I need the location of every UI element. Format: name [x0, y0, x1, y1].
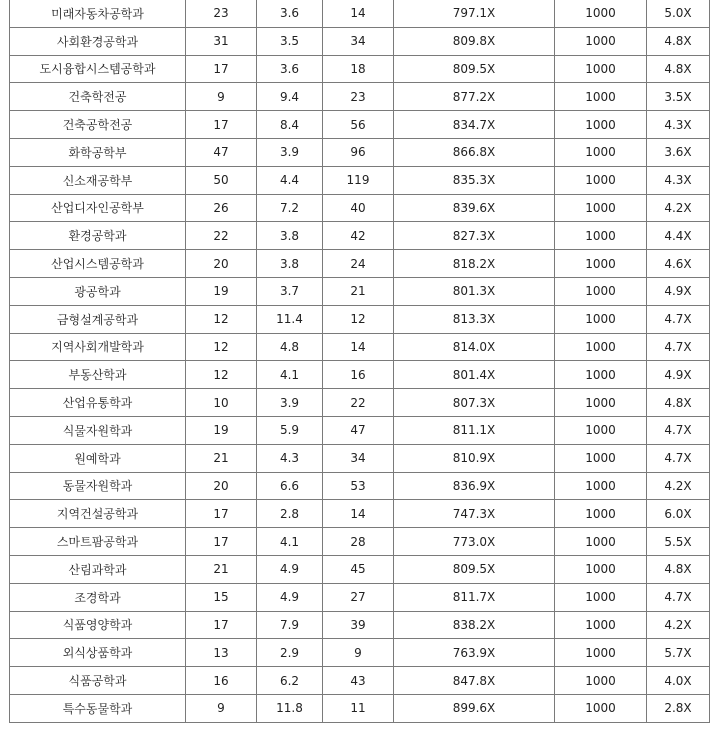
cell-col3: 3.7	[257, 277, 323, 305]
cell-col2: 17	[186, 500, 257, 528]
cell-col4: 28	[323, 528, 394, 556]
department-cell: 식품공학과	[10, 667, 186, 695]
cell-col2: 21	[186, 555, 257, 583]
table-row	[10, 694, 710, 722]
cell-col5: 839.6X	[394, 194, 555, 222]
table-row	[10, 555, 710, 583]
cell-col2: 12	[186, 361, 257, 389]
department-cell: 화학공학부	[10, 138, 186, 166]
cell-col6: 1000	[555, 611, 647, 639]
cell-col3: 11.8	[257, 694, 323, 722]
cell-col7: 4.9X	[647, 277, 710, 305]
cell-col4: 53	[323, 472, 394, 500]
department-cell: 산업디자인공학부	[10, 194, 186, 222]
table-row	[10, 305, 710, 333]
cell-col5: 835.3X	[394, 166, 555, 194]
table-row	[10, 444, 710, 472]
cell-col6: 1000	[555, 166, 647, 194]
cell-col5: 810.9X	[394, 444, 555, 472]
cell-col2: 16	[186, 667, 257, 695]
cell-col3: 7.9	[257, 611, 323, 639]
cell-col2: 17	[186, 611, 257, 639]
cell-col3: 2.9	[257, 639, 323, 667]
table-row	[10, 111, 710, 139]
department-cell: 원예학과	[10, 444, 186, 472]
table-row	[10, 472, 710, 500]
cell-col3: 7.2	[257, 194, 323, 222]
cell-col6: 1000	[555, 333, 647, 361]
cell-col3: 4.9	[257, 583, 323, 611]
department-cell: 산업시스템공학과	[10, 250, 186, 278]
admissions-table	[9, 0, 710, 723]
table-row	[10, 138, 710, 166]
cell-col4: 45	[323, 555, 394, 583]
department-cell: 도시융합시스템공학과	[10, 55, 186, 83]
cell-col4: 34	[323, 27, 394, 55]
table-row	[10, 333, 710, 361]
cell-col5: 847.8X	[394, 667, 555, 695]
cell-col6: 1000	[555, 528, 647, 556]
cell-col4: 11	[323, 694, 394, 722]
cell-col3: 4.1	[257, 528, 323, 556]
cell-col5: 747.3X	[394, 500, 555, 528]
cell-col4: 39	[323, 611, 394, 639]
cell-col3: 3.5	[257, 27, 323, 55]
department-cell: 환경공학과	[10, 222, 186, 250]
cell-col7: 4.7X	[647, 333, 710, 361]
cell-col4: 96	[323, 138, 394, 166]
cell-col2: 20	[186, 472, 257, 500]
cell-col3: 5.9	[257, 416, 323, 444]
cell-col5: 801.4X	[394, 361, 555, 389]
table-row	[10, 361, 710, 389]
cell-col4: 22	[323, 389, 394, 417]
department-cell: 동물자원학과	[10, 472, 186, 500]
cell-col7: 4.8X	[647, 27, 710, 55]
cell-col7: 4.8X	[647, 389, 710, 417]
cell-col2: 26	[186, 194, 257, 222]
department-cell: 신소재공학부	[10, 166, 186, 194]
cell-col4: 9	[323, 639, 394, 667]
department-cell: 건축공학전공	[10, 111, 186, 139]
cell-col4: 56	[323, 111, 394, 139]
cell-col7: 4.7X	[647, 305, 710, 333]
cell-col6: 1000	[555, 0, 647, 27]
cell-col6: 1000	[555, 277, 647, 305]
department-cell: 부동산학과	[10, 361, 186, 389]
cell-col2: 17	[186, 111, 257, 139]
cell-col6: 1000	[555, 639, 647, 667]
cell-col7: 4.0X	[647, 667, 710, 695]
department-cell: 산림과학과	[10, 555, 186, 583]
cell-col5: 899.6X	[394, 694, 555, 722]
cell-col5: 814.0X	[394, 333, 555, 361]
cell-col6: 1000	[555, 500, 647, 528]
cell-col7: 3.5X	[647, 83, 710, 111]
cell-col5: 807.3X	[394, 389, 555, 417]
cell-col5: 809.8X	[394, 27, 555, 55]
cell-col2: 31	[186, 27, 257, 55]
cell-col6: 1000	[555, 583, 647, 611]
cell-col2: 19	[186, 277, 257, 305]
cell-col3: 3.6	[257, 0, 323, 27]
table-row	[10, 583, 710, 611]
cell-col3: 3.8	[257, 250, 323, 278]
table-row	[10, 639, 710, 667]
department-cell: 지역건설공학과	[10, 500, 186, 528]
cell-col4: 14	[323, 0, 394, 27]
cell-col7: 5.7X	[647, 639, 710, 667]
cell-col2: 23	[186, 0, 257, 27]
cell-col5: 773.0X	[394, 528, 555, 556]
table-row	[10, 500, 710, 528]
cell-col7: 4.2X	[647, 611, 710, 639]
cell-col6: 1000	[555, 111, 647, 139]
cell-col5: 811.1X	[394, 416, 555, 444]
cell-col7: 4.8X	[647, 55, 710, 83]
cell-col5: 813.3X	[394, 305, 555, 333]
cell-col3: 4.4	[257, 166, 323, 194]
department-cell: 건축학전공	[10, 83, 186, 111]
cell-col2: 9	[186, 83, 257, 111]
cell-col7: 5.0X	[647, 0, 710, 27]
department-cell: 금형설계공학과	[10, 305, 186, 333]
cell-col4: 14	[323, 333, 394, 361]
cell-col7: 6.0X	[647, 500, 710, 528]
table-row	[10, 166, 710, 194]
cell-col2: 21	[186, 444, 257, 472]
cell-col5: 809.5X	[394, 55, 555, 83]
cell-col2: 47	[186, 138, 257, 166]
cell-col5: 818.2X	[394, 250, 555, 278]
cell-col3: 4.8	[257, 333, 323, 361]
cell-col3: 4.1	[257, 361, 323, 389]
table-row	[10, 389, 710, 417]
cell-col5: 836.9X	[394, 472, 555, 500]
table-row	[10, 222, 710, 250]
cell-col6: 1000	[555, 194, 647, 222]
cell-col5: 797.1X	[394, 0, 555, 27]
cell-col3: 6.6	[257, 472, 323, 500]
cell-col3: 4.3	[257, 444, 323, 472]
cell-col5: 801.3X	[394, 277, 555, 305]
cell-col3: 3.8	[257, 222, 323, 250]
cell-col6: 1000	[555, 667, 647, 695]
department-cell: 미래자동차공학과	[10, 0, 186, 27]
cell-col4: 119	[323, 166, 394, 194]
cell-col5: 838.2X	[394, 611, 555, 639]
cell-col2: 13	[186, 639, 257, 667]
cell-col3: 11.4	[257, 305, 323, 333]
cell-col5: 763.9X	[394, 639, 555, 667]
cell-col6: 1000	[555, 222, 647, 250]
cell-col2: 20	[186, 250, 257, 278]
cell-col4: 24	[323, 250, 394, 278]
cell-col2: 12	[186, 333, 257, 361]
cell-col4: 18	[323, 55, 394, 83]
cell-col4: 21	[323, 277, 394, 305]
cell-col6: 1000	[555, 416, 647, 444]
table-row	[10, 528, 710, 556]
department-cell: 식품영양학과	[10, 611, 186, 639]
cell-col4: 27	[323, 583, 394, 611]
cell-col5: 827.3X	[394, 222, 555, 250]
cell-col4: 23	[323, 83, 394, 111]
cell-col4: 40	[323, 194, 394, 222]
cell-col4: 16	[323, 361, 394, 389]
cell-col5: 834.7X	[394, 111, 555, 139]
cell-col3: 3.9	[257, 389, 323, 417]
cell-col6: 1000	[555, 555, 647, 583]
table-row	[10, 250, 710, 278]
table-row	[10, 83, 710, 111]
cell-col2: 12	[186, 305, 257, 333]
department-cell: 광공학과	[10, 277, 186, 305]
cell-col7: 2.8X	[647, 694, 710, 722]
table-row	[10, 0, 710, 27]
department-cell: 식물자원학과	[10, 416, 186, 444]
cell-col2: 15	[186, 583, 257, 611]
cell-col2: 50	[186, 166, 257, 194]
department-cell: 조경학과	[10, 583, 186, 611]
cell-col6: 1000	[555, 361, 647, 389]
cell-col3: 4.9	[257, 555, 323, 583]
table-body	[10, 0, 710, 722]
cell-col6: 1000	[555, 444, 647, 472]
cell-col7: 4.9X	[647, 361, 710, 389]
table-row	[10, 667, 710, 695]
cell-col3: 9.4	[257, 83, 323, 111]
cell-col5: 866.8X	[394, 138, 555, 166]
cell-col7: 4.2X	[647, 472, 710, 500]
cell-col4: 43	[323, 667, 394, 695]
cell-col6: 1000	[555, 472, 647, 500]
table-row	[10, 611, 710, 639]
cell-col7: 4.3X	[647, 111, 710, 139]
cell-col4: 12	[323, 305, 394, 333]
cell-col4: 14	[323, 500, 394, 528]
cell-col7: 4.4X	[647, 222, 710, 250]
cell-col3: 6.2	[257, 667, 323, 695]
cell-col6: 1000	[555, 27, 647, 55]
cell-col5: 877.2X	[394, 83, 555, 111]
cell-col3: 2.8	[257, 500, 323, 528]
cell-col4: 42	[323, 222, 394, 250]
department-cell: 산업유통학과	[10, 389, 186, 417]
cell-col5: 809.5X	[394, 555, 555, 583]
cell-col2: 19	[186, 416, 257, 444]
department-cell: 외식상품학과	[10, 639, 186, 667]
cell-col3: 3.9	[257, 138, 323, 166]
cell-col4: 34	[323, 444, 394, 472]
department-cell: 스마트팜공학과	[10, 528, 186, 556]
cell-col7: 3.6X	[647, 138, 710, 166]
cell-col3: 8.4	[257, 111, 323, 139]
department-cell: 지역사회개발학과	[10, 333, 186, 361]
table-row	[10, 194, 710, 222]
cell-col6: 1000	[555, 83, 647, 111]
cell-col2: 22	[186, 222, 257, 250]
cell-col7: 4.7X	[647, 583, 710, 611]
cell-col7: 4.7X	[647, 444, 710, 472]
table-row	[10, 27, 710, 55]
cell-col6: 1000	[555, 138, 647, 166]
cell-col2: 10	[186, 389, 257, 417]
cell-col2: 9	[186, 694, 257, 722]
table-row	[10, 55, 710, 83]
cell-col7: 4.8X	[647, 555, 710, 583]
cell-col7: 5.5X	[647, 528, 710, 556]
cell-col3: 3.6	[257, 55, 323, 83]
cell-col6: 1000	[555, 250, 647, 278]
cell-col2: 17	[186, 528, 257, 556]
cell-col7: 4.3X	[647, 166, 710, 194]
cell-col7: 4.2X	[647, 194, 710, 222]
cell-col6: 1000	[555, 55, 647, 83]
cell-col7: 4.7X	[647, 416, 710, 444]
cell-col7: 4.6X	[647, 250, 710, 278]
department-cell: 특수동물학과	[10, 694, 186, 722]
cell-col5: 811.7X	[394, 583, 555, 611]
cell-col6: 1000	[555, 389, 647, 417]
cell-col6: 1000	[555, 694, 647, 722]
table-row	[10, 277, 710, 305]
cell-col2: 17	[186, 55, 257, 83]
table-row	[10, 416, 710, 444]
department-cell: 사회환경공학과	[10, 27, 186, 55]
cell-col6: 1000	[555, 305, 647, 333]
cell-col4: 47	[323, 416, 394, 444]
